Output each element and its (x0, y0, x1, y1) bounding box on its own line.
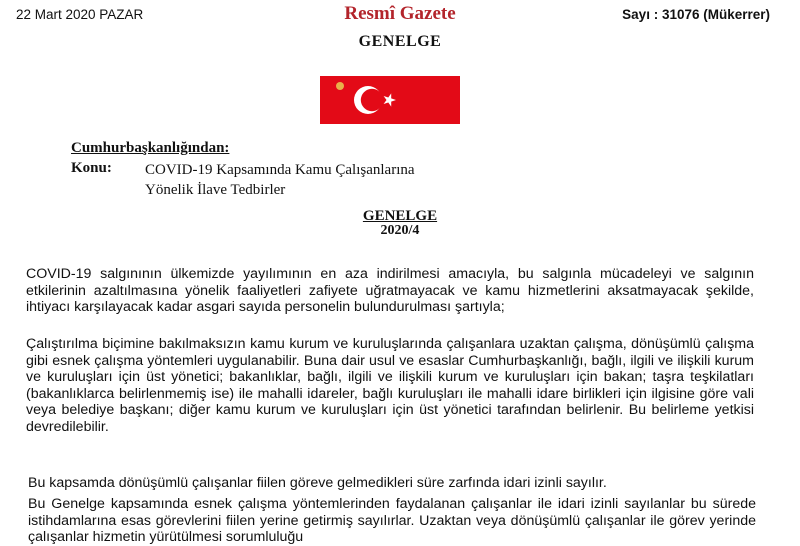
body-paragraph-3: Bu kapsamda dönüşümlü çalışanlar fiilen göreve gelmedikleri süre zarfında idari izinli sayılır. (28, 475, 607, 491)
header-date: 22 Mart 2020 PAZAR (16, 7, 144, 22)
gazette-title: Resmî Gazete (344, 3, 456, 24)
body-paragraph-1: COVID-19 salgınının ülkemizde yayılımının en aza indirilmesi amacıyla, bu salgınla mücadeleyi ve salgının etkilerinin azaltılmasına yönelik faaliyetleri zafiyete uğratmayacak ve kamu hizmetlerini aksatmayacak şekilde, ihtiyacı karşılayacak kadar asgari sayıda personelin bulundurulması şartıyla; (26, 266, 754, 316)
genelge-number: 2020/4 (380, 223, 420, 238)
document-type-title: GENELGE (358, 33, 442, 50)
issue-number: Sayı : 31076 (Mükerrer) (622, 7, 770, 22)
turkish-flag-icon (320, 76, 460, 124)
issuer: Cumhurbaşkanlığından: (71, 140, 230, 156)
presidential-seal-icon (336, 82, 344, 90)
body-paragraph-2: Çalıştırılma biçimine bakılmaksızın kamu kurum ve kuruluşlarında çalışanlara uzaktan çalışma, dönüşümlü çalışma gibi esnek çalışma yöntemleri uygulanabilir. Buna dair usul ve esaslar Cumhurbaşkanlığı, bağlı, ilgili ve ilişkili kurum ve kuruluşları için üst yönetici; bakanlıklar, bağlı, ilgili ve ilişkili kurum ve kuruluşları için bakan; taşra teşkilatları (bakanlıklarca belirlenmemiş ise) ile mahalli idareler, bağlı kuruluşları ile mahalli idare birlikleri için ilgisine göre vali veya belediye başkanı; diğer kamu kurum ve kuruluşları için üst yönetici tarafından belirlenir. Bu belirleme yetkisi devredilebilir. (26, 336, 754, 435)
genelge-heading: GENELGE (362, 208, 438, 224)
subject-line-2: Yönelik İlave Tedbirler (145, 182, 286, 198)
subject-label: Konu: (71, 160, 112, 176)
subject-line-1: COVID-19 Kapsamında Kamu Çalışanlarına (145, 162, 415, 178)
body-paragraph-4: Bu Genelge kapsamında esnek çalışma yöntemlerinden faydalanan çalışanlar ile idari izinli sayılanlar bu sürede istihdamlarına esas görevlerini fiilen yerine getirmiş sayılırlar. Uzaktan veya dönüşümlü çalışanlar ile görev yerinde çalışanlar hizmetin yürütülmesi sorumluluğu (28, 496, 756, 546)
subject-text (145, 160, 565, 200)
